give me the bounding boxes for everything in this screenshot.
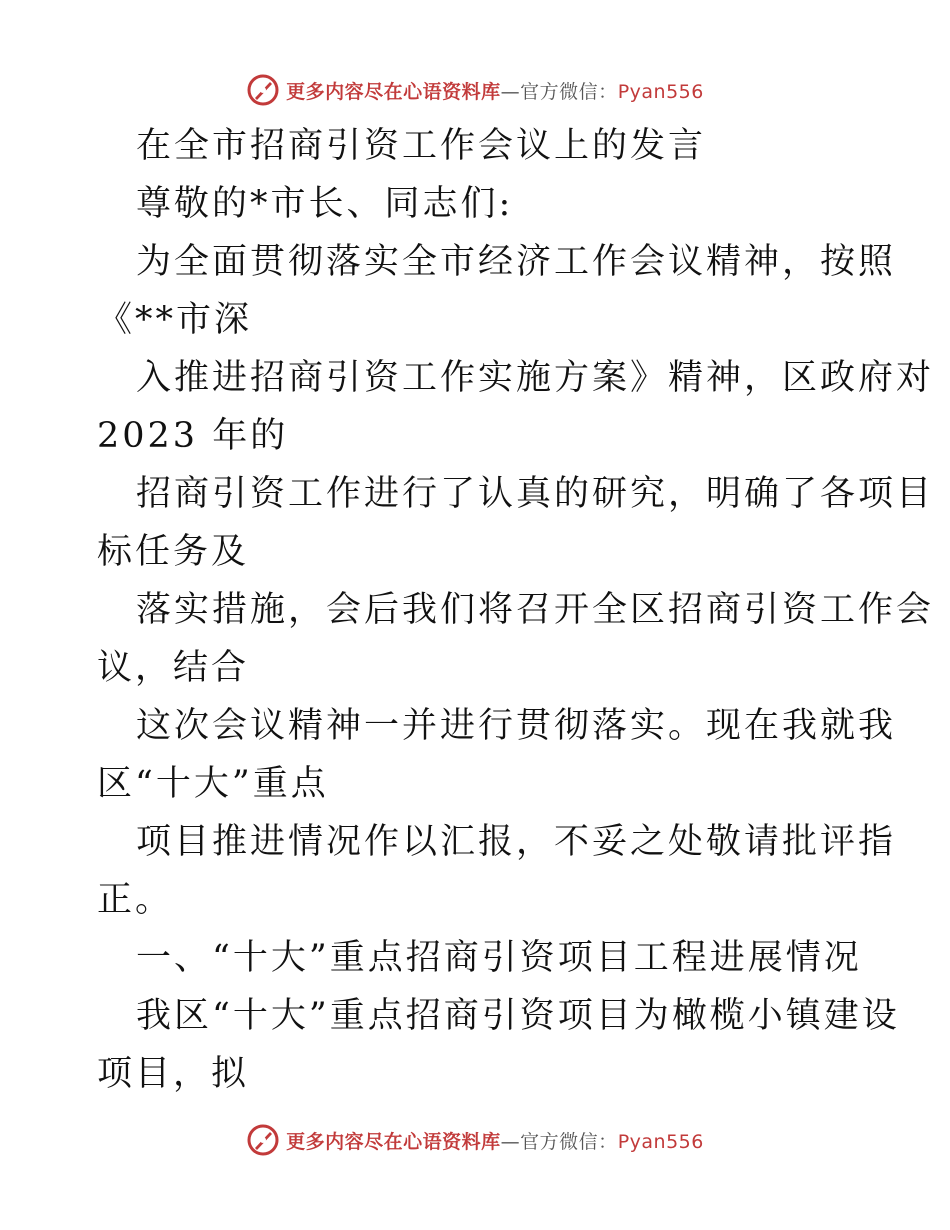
watermark-label: 官方微信：: [520, 1130, 618, 1153]
paragraph-line: 我区“十大”重点招商引资项目为橄榄小镇建设: [136, 996, 900, 1036]
paragraph-line: 落实措施，会后我们将召开全区招商引资工作会: [136, 590, 935, 630]
watermark-dash: —: [500, 80, 521, 103]
salutation: 尊敬的*市长、同志们:: [136, 184, 514, 224]
watermark-main: 更多内容尽在心语资料库: [286, 80, 501, 103]
paragraph-line: 入推进招商引资工作实施方案》精神，区政府对: [136, 358, 935, 398]
paragraph-line: 标任务及: [97, 532, 250, 572]
paragraph-line: 项目推进情况作以汇报，不妥之处敬请批评指: [136, 822, 897, 862]
watermark-label: 官方微信：: [520, 80, 618, 103]
paragraph-line: 项目，拟: [97, 1054, 250, 1094]
watermark-id: Pyan556: [617, 1130, 704, 1153]
watermark-dash: —: [500, 1130, 521, 1153]
quill-circle-logo-icon: [246, 1123, 280, 1157]
paragraph-line: 2023 年的: [97, 416, 289, 456]
paragraph-line: 区“十大”重点: [97, 764, 329, 804]
footer-watermark: [0, 1120, 950, 1160]
paragraph-line: 正。: [97, 880, 174, 920]
paragraph-line: 这次会议精神一并进行贯彻落实。现在我就我: [136, 706, 897, 746]
watermark-text: [286, 1127, 704, 1154]
section-heading: 一、“十大”重点招商引资项目工程进展情况: [136, 938, 862, 978]
paragraph-line: 《**市深: [97, 300, 253, 340]
watermark-text: [286, 77, 704, 104]
quill-circle-logo-icon: [246, 73, 280, 107]
paragraph-line: 为全面贯彻落实全市经济工作会议精神，按照: [136, 242, 897, 282]
paragraph-line: 招商引资工作进行了认真的研究，明确了各项目: [136, 474, 935, 514]
header-watermark: [0, 70, 950, 110]
document-title: 在全市招商引资工作会议上的发言: [136, 126, 707, 166]
watermark-main: 更多内容尽在心语资料库: [286, 1130, 501, 1153]
watermark-id: Pyan556: [617, 80, 704, 103]
paragraph-line: 议，结合: [97, 648, 250, 688]
